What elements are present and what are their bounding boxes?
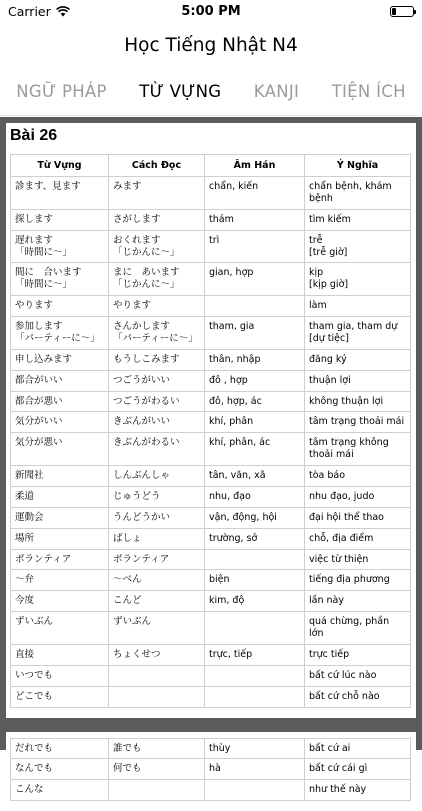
- meaning-cell: thuận lợi: [305, 370, 411, 391]
- vocab-cell: 直接: [11, 644, 109, 665]
- tab-bar: [0, 67, 422, 116]
- lesson-card: [6, 123, 416, 718]
- carrier-label: Carrier: [8, 4, 51, 19]
- table-row: [11, 759, 411, 780]
- reading-cell: つごうがいい: [109, 370, 205, 391]
- meaning-cell: tiếng địa phương: [305, 570, 411, 591]
- lesson-scroll-area[interactable]: [0, 117, 422, 750]
- sino-cell: biện: [205, 570, 305, 591]
- sino-cell: chẩn, kiến: [205, 177, 305, 210]
- reading-cell: [109, 780, 205, 801]
- table-row: [11, 370, 411, 391]
- table-row: [11, 644, 411, 665]
- vocab-cell: 柔道: [11, 486, 109, 507]
- sino-cell: đô, hợp, ác: [205, 391, 305, 412]
- meaning-cell: tâm trạng thoải mái: [305, 412, 411, 433]
- reading-cell: おくれます 「じかんに～」: [109, 230, 205, 263]
- status-time: 5:00 PM: [181, 4, 240, 19]
- meaning-cell: như thế này: [305, 780, 411, 801]
- vocab-cell: いつでも: [11, 665, 109, 686]
- header-meaning: Ý Nghĩa: [305, 155, 411, 177]
- table-row: [11, 612, 411, 645]
- reading-cell: きぶんがいい: [109, 412, 205, 433]
- vocabulary-table-continued: [10, 738, 411, 802]
- reading-cell: [109, 686, 205, 707]
- meaning-cell: bất cứ lúc nào: [305, 665, 411, 686]
- wifi-icon: [56, 6, 70, 17]
- reading-cell: うんどうかい: [109, 507, 205, 528]
- meaning-cell: lần này: [305, 591, 411, 612]
- tab-vocabulary[interactable]: TỪ VỰNG: [135, 74, 225, 109]
- reading-cell: ～べん: [109, 570, 205, 591]
- reading-cell: ボランティア: [109, 549, 205, 570]
- meaning-cell: kịp [kịp giờ]: [305, 263, 411, 296]
- reading-cell: きぶんがわるい: [109, 433, 205, 466]
- reading-cell: [109, 665, 205, 686]
- vocab-cell: だれでも: [11, 738, 109, 759]
- vocab-cell: 都合がいい: [11, 370, 109, 391]
- lesson-card-continued: [6, 732, 416, 811]
- table-row: [11, 549, 411, 570]
- sino-cell: [205, 612, 305, 645]
- vocab-cell: どこでも: [11, 686, 109, 707]
- table-row: [11, 486, 411, 507]
- meaning-cell: đăng ký: [305, 349, 411, 370]
- table-row: [11, 230, 411, 263]
- meaning-cell: trễ [trễ giờ]: [305, 230, 411, 263]
- table-row: [11, 686, 411, 707]
- reading-cell: やります: [109, 296, 205, 317]
- meaning-cell: bất cứ ai: [305, 738, 411, 759]
- reading-cell: しんぶんしゃ: [109, 466, 205, 487]
- sino-cell: [205, 686, 305, 707]
- meaning-cell: bất cứ cái gì: [305, 759, 411, 780]
- tab-utilities[interactable]: TIỆN ÍCH: [328, 74, 410, 109]
- reading-cell: つごうがわるい: [109, 391, 205, 412]
- sino-cell: tham, gia: [205, 317, 305, 350]
- sino-cell: khí, phân: [205, 412, 305, 433]
- vocab-cell: 気分がいい: [11, 412, 109, 433]
- sino-cell: [205, 296, 305, 317]
- meaning-cell: chỗ, địa điểm: [305, 528, 411, 549]
- meaning-cell: việc từ thiện: [305, 549, 411, 570]
- header-vocabulary: Từ Vựng: [11, 155, 109, 177]
- sino-cell: trực, tiếp: [205, 644, 305, 665]
- battery-icon: [390, 6, 414, 17]
- sino-cell: nhu, đạo: [205, 486, 305, 507]
- reading-cell: じゅうどう: [109, 486, 205, 507]
- header-reading: Cách Đọc: [109, 155, 205, 177]
- table-row: [11, 570, 411, 591]
- table-row: [11, 177, 411, 210]
- sino-cell: vận, động, hội: [205, 507, 305, 528]
- reading-cell: さがします: [109, 209, 205, 230]
- table-row: [11, 263, 411, 296]
- reading-cell: 誰でも: [109, 738, 205, 759]
- sino-cell: trì: [205, 230, 305, 263]
- vocab-cell: こんな: [11, 780, 109, 801]
- table-header-row: [11, 155, 411, 177]
- table-row: [11, 209, 411, 230]
- vocab-cell: 場所: [11, 528, 109, 549]
- status-bar: [0, 0, 422, 22]
- tab-kanji[interactable]: KANJI: [250, 74, 303, 109]
- reading-cell: さんかします 「パーティーに～」: [109, 317, 205, 350]
- reading-cell: ばしょ: [109, 528, 205, 549]
- table-row: [11, 591, 411, 612]
- sino-cell: đô , hợp: [205, 370, 305, 391]
- sino-cell: tân, văn, xã: [205, 466, 305, 487]
- sino-cell: gian, hợp: [205, 263, 305, 296]
- vocab-cell: 今度: [11, 591, 109, 612]
- sino-cell: kim, độ: [205, 591, 305, 612]
- reading-cell: こんど: [109, 591, 205, 612]
- reading-cell: ちょくせつ: [109, 644, 205, 665]
- table-row: [11, 507, 411, 528]
- sino-cell: [205, 780, 305, 801]
- vocab-cell: 診ます、見ます: [11, 177, 109, 210]
- reading-cell: もうしこみます: [109, 349, 205, 370]
- table-row: [11, 528, 411, 549]
- sino-cell: [205, 665, 305, 686]
- vocab-cell: 遅れます 「時間に～」: [11, 230, 109, 263]
- vocab-cell: 探します: [11, 209, 109, 230]
- meaning-cell: tâm trạng không thoải mái: [305, 433, 411, 466]
- vocab-cell: やります: [11, 296, 109, 317]
- table-row: [11, 780, 411, 801]
- sino-cell: thùy: [205, 738, 305, 759]
- table-row: [11, 317, 411, 350]
- sino-cell: thân, nhập: [205, 349, 305, 370]
- table-row: [11, 665, 411, 686]
- vocab-cell: 新聞社: [11, 466, 109, 487]
- meaning-cell: bất cứ chỗ nào: [305, 686, 411, 707]
- header-sino-vietnamese: Âm Hán: [205, 155, 305, 177]
- meaning-cell: quá chừng, phần lớn: [305, 612, 411, 645]
- sino-cell: hà: [205, 759, 305, 780]
- vocab-cell: 運動会: [11, 507, 109, 528]
- table-row: [11, 296, 411, 317]
- sino-cell: khí, phân, ác: [205, 433, 305, 466]
- nav-title: Học Tiếng Nhật N4: [0, 23, 422, 67]
- meaning-cell: tham gia, tham dự [dự tiệc]: [305, 317, 411, 350]
- sino-cell: [205, 549, 305, 570]
- meaning-cell: tìm kiếm: [305, 209, 411, 230]
- table-row: [11, 738, 411, 759]
- status-left: [8, 4, 128, 19]
- reading-cell: みます: [109, 177, 205, 210]
- vocab-cell: 参加します 「パーティーに～」: [11, 317, 109, 350]
- meaning-cell: làm: [305, 296, 411, 317]
- lesson-title: Bài 26: [10, 125, 411, 154]
- vocab-cell: ボランティア: [11, 549, 109, 570]
- sino-cell: trường, sở: [205, 528, 305, 549]
- meaning-cell: nhu đạo, judo: [305, 486, 411, 507]
- vocab-cell: 気分が悪い: [11, 433, 109, 466]
- table-row: [11, 391, 411, 412]
- table-row: [11, 349, 411, 370]
- vocab-cell: 都合が悪い: [11, 391, 109, 412]
- meaning-cell: tòa báo: [305, 466, 411, 487]
- sino-cell: thám: [205, 209, 305, 230]
- vocab-cell: 申し込みます: [11, 349, 109, 370]
- vocab-cell: 間に 合います 「時間に～」: [11, 263, 109, 296]
- meaning-cell: không thuận lợi: [305, 391, 411, 412]
- status-right: [294, 6, 414, 17]
- vocab-cell: ～弁: [11, 570, 109, 591]
- reading-cell: ずいぶん: [109, 612, 205, 645]
- table-row: [11, 412, 411, 433]
- tab-grammar[interactable]: NGỮ PHÁP: [12, 74, 111, 109]
- vocabulary-table: [10, 154, 411, 708]
- meaning-cell: chẩn bệnh, khám bệnh: [305, 177, 411, 210]
- meaning-cell: trực tiếp: [305, 644, 411, 665]
- meaning-cell: đại hội thể thao: [305, 507, 411, 528]
- table-row: [11, 433, 411, 466]
- vocab-cell: なんでも: [11, 759, 109, 780]
- table-row: [11, 466, 411, 487]
- reading-cell: 何でも: [109, 759, 205, 780]
- vocab-cell: ずいぶん: [11, 612, 109, 645]
- reading-cell: まに あいます 「じかんに～」: [109, 263, 205, 296]
